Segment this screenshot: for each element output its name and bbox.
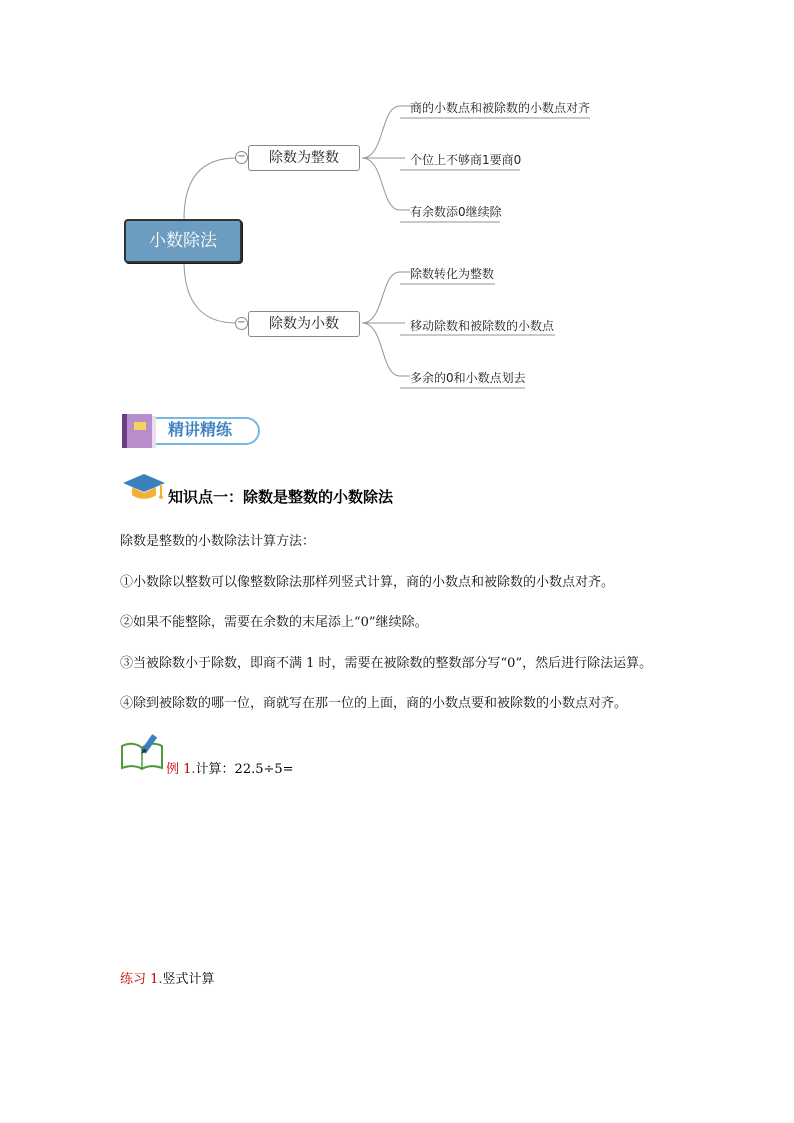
collapse-toggle-icon[interactable]: −	[235, 151, 248, 164]
practice-text: 竖式计算	[162, 972, 215, 987]
leaf-text: 有余数添0继续除	[410, 205, 502, 219]
rule-item: ④除到被除数的哪一位，商就写在那一位的上面，商的小数点要和被除数的小数点对齐。	[120, 696, 628, 711]
graduation-cap-icon	[121, 472, 167, 502]
rule-item: ②如果不能整除，需要在余数的末尾添上“0”继续除。	[120, 615, 428, 630]
example-number: 例 1.	[166, 762, 196, 777]
leaf-text: 个位上不够商1要商0	[410, 153, 522, 167]
example-heading	[166, 758, 294, 777]
method-intro: 除数是整数的小数除法计算方法：	[120, 534, 316, 549]
leaf-text: 商的小数点和被除数的小数点对齐	[410, 101, 591, 115]
section-banner	[120, 412, 270, 452]
branch-divisor-decimal: 除数为小数	[248, 311, 360, 337]
book-icon	[120, 412, 160, 450]
practice-heading	[120, 968, 215, 987]
notebook-pencil-icon	[120, 732, 164, 772]
collapse-toggle-icon[interactable]: −	[235, 317, 248, 330]
section-title: 精讲精练	[168, 420, 233, 439]
branch-divisor-integer: 除数为整数	[248, 145, 360, 171]
example-text: 计算：22.5÷5=	[195, 762, 294, 777]
mindmap-connectors	[0, 0, 794, 420]
rule-item: ①小数除以整数可以像整数除法那样列竖式计算，商的小数点和被除数的小数点对齐。	[120, 575, 615, 590]
knowledge-point-title: 知识点一：除数是整数的小数除法	[168, 488, 394, 506]
practice-number: 练习 1.	[120, 972, 163, 987]
rule-item: ③当被除数小于除数，即商不满 1 时，需要在被除数的整数部分写“0”，然后进行除法运算。	[120, 656, 653, 671]
mindmap-root: 小数除法	[124, 219, 242, 263]
leaf-text: 除数转化为整数	[410, 267, 495, 281]
leaf-text: 移动除数和被除数的小数点	[410, 319, 555, 333]
leaf-text: 多余的0和小数点划去	[410, 371, 526, 385]
